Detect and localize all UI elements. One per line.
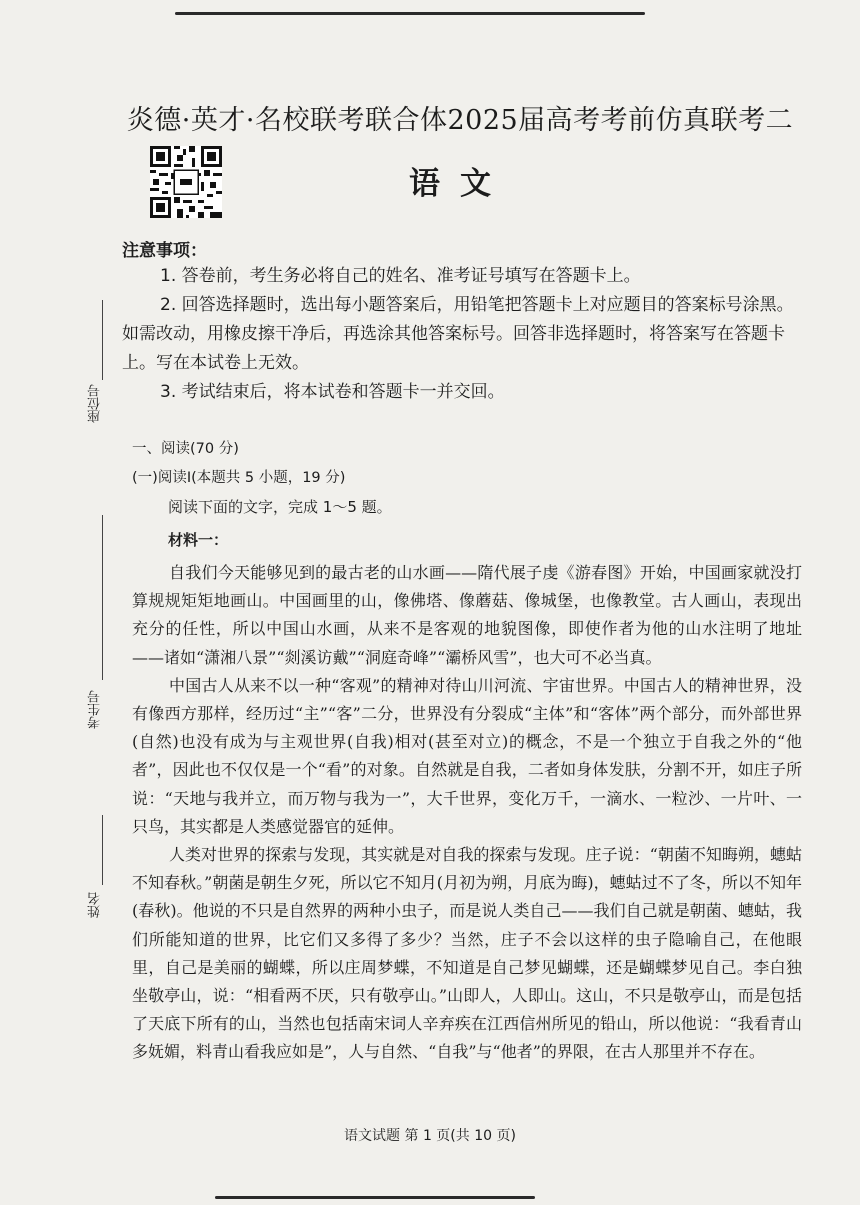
seat-underline: [102, 300, 103, 380]
section-heading: 一、阅读(70 分): [132, 441, 239, 457]
exam-number-underline: [102, 515, 103, 680]
passage-paragraph: 人类对世界的探索与发现，其实就是对自我的探索与发现。庄子说：“朝菌不知晦朔，蟪蛄不知春秋。”朝菌是朝生夕死，所以它不知月(月初为朔，月底为晦)，蟪蛄过不了冬，所以不知年(春秋)。他说的不只是自然界的两种小虫子，而是说人类自己——我们自己就是朝菌、蟪蛄，我们所能知道的世界，比它们又多得了多少？当然，庄子不会以这样的虫子隐喻自己，在他眼里，自己是美丽的蝴蝶，所以庄周梦蝶，不知道是自己梦见蝴蝶，还是蝴蝶梦见自己。李白独坐敬亭山，说：“相看两不厌，只有敬亭山。”山即人，人即山。这山，不只是敬亭山，而是包括了天底下所有的山，当然也包括南宋词人辛弃疾在江西信州所见的铅山，所以他说：“我看青山多妩媚，料青山看我应如是”，人与自然、“自我”与“他者”的界限，在古人那里并不存在。: [132, 845, 802, 1062]
name-underline: [102, 815, 103, 885]
bottom-edge-line: [215, 1196, 535, 1199]
passage-paragraph: 自我们今天能够见到的最古老的山水画——隋代展子虔《游春图》开始，中国画家就没打算规规矩矩地画山。中国画里的山，像佛塔、像蘑菇、像城堡，也像教堂。古人画山，表现出充分的任性，所以中国山水画，从来不是客观的地貌图像，即使作者为他的山水注明了地址——诸如“潇湘八景”“剡溪访戴”“洞庭奇峰”“灞桥风雪”，也大可不必当真。: [132, 563, 802, 667]
note-item: 3. 考试结束后，将本试卷和答题卡一并交回。: [160, 382, 505, 402]
passage-paragraph: 中国古人从来不以一种“客观”的精神对待山川河流、宇宙世界。中国古人的精神世界，没有像西方那样，经历过“主”“客”二分，世界没有分裂成“主体”和“客体”两个部分，而外部世界(自然)也没有成为与主观世界(自我)相对(甚至对立)的概念，不是一个独立于自我之外的“他者”，因此也不仅仅是一个“看”的对象。自然就是自我，二者如身体发肤，分割不开，如庄子所说：“天地与我并立，而万物与我为一”，大千世界，变化万千，一滴水、一粒沙、一片叶、一只鸟，其实都是人类感觉器官的延伸。: [132, 675, 802, 836]
notes-heading: 注意事项：: [122, 241, 207, 261]
exam-number-label: 考生号: [88, 690, 103, 729]
passage-body: [132, 559, 802, 1067]
name-label: 姓名: [88, 892, 103, 918]
top-edge-line: [175, 12, 645, 15]
qr-code-icon: [150, 146, 222, 218]
material-label: 材料一：: [168, 531, 229, 549]
subsection-heading: (一)阅读Ⅰ(本题共 5 小题，19 分): [132, 470, 346, 486]
notes-list: [122, 262, 802, 407]
exam-title: 炎德·英才·名校联考联合体2025届高考考前仿真联考二: [126, 105, 794, 136]
reading-instruction: 阅读下面的文字，完成 1～5 题。: [168, 498, 392, 516]
seat-number-label: 座位号: [88, 384, 103, 423]
note-item: 1. 答卷前，考生务必将自己的姓名、准考证号填写在答题卡上。: [160, 266, 641, 286]
note-item: 2. 回答选择题时，选出每小题答案后，用铅笔把答题卡上对应题目的答案标号涂黑。如需改动，用橡皮擦干净后，再选涂其他答案标号。回答非选择题时，将答案写在答题卡上。写在本试卷上无效。: [122, 295, 794, 373]
page-footer: 语文试题 第 1 页(共 10 页): [344, 1128, 516, 1144]
subject-title: 语文: [409, 166, 511, 202]
